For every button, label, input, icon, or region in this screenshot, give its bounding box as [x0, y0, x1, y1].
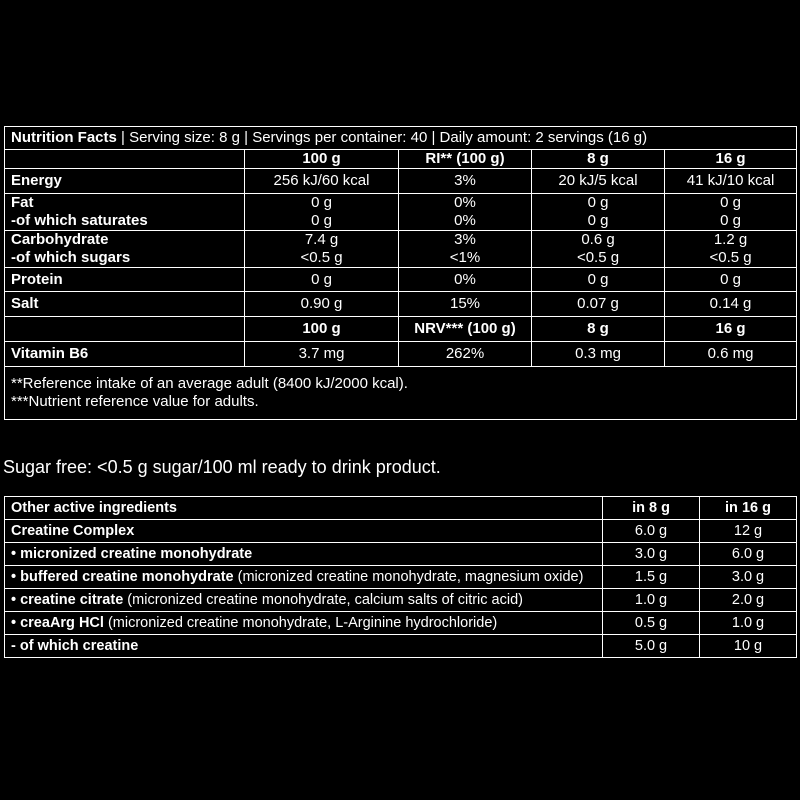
column-header: Other active ingredients — [5, 497, 603, 520]
cell-value: 0 g — [245, 268, 399, 292]
column-header: 16 g — [665, 317, 797, 342]
table-row — [5, 589, 797, 612]
cell-value-sub: <0.5 g — [576, 249, 620, 266]
cell-value: 5.0 g — [603, 635, 700, 658]
cell-value: 0.3 mg — [532, 342, 665, 367]
column-header-row — [5, 497, 797, 520]
cell-value: 1.5 g — [603, 566, 700, 589]
cell-value-sub: <0.5 g — [709, 249, 752, 266]
ingredient-name-main: • buffered creatine monohydrate — [11, 569, 234, 585]
nutrition-facts-table — [4, 126, 797, 420]
cell-value — [399, 231, 532, 268]
cell-value-sub: 0% — [454, 212, 476, 229]
cell-value: 3.0 g — [700, 566, 797, 589]
column-header-row — [5, 150, 797, 169]
ingredient-name-main: • creaArg HCl — [11, 615, 104, 631]
column-header — [5, 317, 245, 342]
cell-value-main: 0.6 g — [581, 231, 615, 248]
ingredient-name — [5, 543, 603, 566]
cell-value: 0.90 g — [245, 292, 399, 317]
cell-value-sub: 0 g — [311, 212, 332, 229]
ingredient-name — [5, 566, 603, 589]
footnote-nrv: ***Nutrient reference value for adults. — [11, 393, 259, 410]
cell-value-main: 0 g — [720, 194, 741, 211]
table-row — [5, 268, 797, 292]
table-row — [5, 231, 797, 268]
cell-value — [665, 194, 797, 231]
cell-value-sub: 0 g — [720, 212, 741, 229]
ingredient-detail: (micronized creatine monohydrate, calcium salts of citric acid) — [123, 592, 523, 608]
ingredient-name — [5, 520, 603, 543]
nutrient-label-sub: -of which sugars — [11, 249, 131, 266]
table-row — [5, 635, 797, 658]
nutrient-label-sub: -of which saturates — [11, 212, 148, 229]
cell-value: 3% — [399, 169, 532, 194]
column-header: 100 g — [245, 317, 399, 342]
cell-value: 0.6 mg — [665, 342, 797, 367]
table-row — [5, 169, 797, 194]
cell-value: 2.0 g — [700, 589, 797, 612]
cell-value: 0% — [399, 268, 532, 292]
cell-value — [665, 231, 797, 268]
cell-value: 12 g — [700, 520, 797, 543]
cell-value: 0.07 g — [532, 292, 665, 317]
nutrient-label — [5, 231, 245, 268]
cell-value — [245, 231, 399, 268]
table-row — [5, 543, 797, 566]
cell-value-main: 0 g — [311, 194, 332, 211]
footnotes — [5, 367, 797, 420]
nutrition-header-row — [5, 127, 797, 150]
nutrition-title: Nutrition Facts — [11, 129, 117, 146]
ingredient-name — [5, 589, 603, 612]
cell-value-main: 0 g — [587, 194, 609, 211]
cell-value: 10 g — [700, 635, 797, 658]
nutrient-label: Salt — [5, 292, 245, 317]
cell-value — [532, 231, 665, 268]
cell-value: 1.0 g — [700, 612, 797, 635]
cell-value-sub: 0 g — [587, 212, 609, 229]
column-header: in 8 g — [603, 497, 700, 520]
column-header — [5, 150, 245, 169]
cell-value — [245, 194, 399, 231]
cell-value: 0.14 g — [665, 292, 797, 317]
cell-value: 0.5 g — [603, 612, 700, 635]
cell-value: 6.0 g — [603, 520, 700, 543]
cell-value: 41 kJ/10 kcal — [665, 169, 797, 194]
cell-value: 20 kJ/5 kcal — [532, 169, 665, 194]
table-row — [5, 566, 797, 589]
ingredient-name-main: Creatine Complex — [11, 523, 135, 539]
footnote-row — [5, 367, 797, 420]
sugar-free-note: Sugar free: <0.5 g sugar/100 ml ready to drink product. — [3, 457, 441, 477]
cell-value: 1.0 g — [603, 589, 700, 612]
nutrient-label: Vitamin B6 — [5, 342, 245, 367]
cell-value: 0 g — [665, 268, 797, 292]
cell-value-main: 0% — [454, 194, 476, 211]
column-header: 8 g — [532, 317, 665, 342]
cell-value: 6.0 g — [700, 543, 797, 566]
ingredient-name-main: • micronized creatine monohydrate — [11, 546, 253, 562]
cell-value-sub: <0.5 g — [300, 249, 343, 266]
table-row — [5, 520, 797, 543]
nutrient-label — [5, 194, 245, 231]
nutrient-label-main: Carbohydrate — [11, 231, 109, 248]
footnote-ri: **Reference intake of an average adult (8400 kJ/2000 kcal). — [11, 375, 408, 392]
table-row — [5, 292, 797, 317]
column-header-row — [5, 317, 797, 342]
nutrient-label: Protein — [5, 268, 245, 292]
cell-value-sub: <1% — [449, 249, 481, 266]
cell-value: 262% — [399, 342, 532, 367]
nutrition-header — [5, 127, 797, 150]
ingredient-detail: (micronized creatine monohydrate, magnesium oxide) — [233, 569, 584, 585]
column-header: RI** (100 g) — [399, 150, 532, 169]
serving-info: | Serving size: 8 g | Servings per container: 40 | Daily amount: 2 servings (16 g) — [116, 129, 648, 146]
table-row — [5, 342, 797, 367]
cell-value — [532, 194, 665, 231]
cell-value — [399, 194, 532, 231]
table-row — [5, 612, 797, 635]
ingredient-detail: (micronized creatine monohydrate, L-Arginine hydrochloride) — [103, 615, 498, 631]
column-header: NRV*** (100 g) — [399, 317, 532, 342]
cell-value: 0 g — [532, 268, 665, 292]
table-row — [5, 194, 797, 231]
column-header: 8 g — [532, 150, 665, 169]
column-header: 100 g — [245, 150, 399, 169]
cell-value: 3.7 mg — [245, 342, 399, 367]
cell-value: 3.0 g — [603, 543, 700, 566]
ingredient-name-main: • creatine citrate — [11, 592, 124, 608]
cell-value-main: 1.2 g — [713, 231, 748, 248]
ingredient-name — [5, 612, 603, 635]
ingredient-name-main: - of which creatine — [11, 638, 139, 654]
cell-value: 15% — [399, 292, 532, 317]
cell-value-main: 3% — [454, 231, 476, 248]
other-ingredients-table — [4, 496, 797, 658]
cell-value-main: 7.4 g — [304, 231, 339, 248]
ingredient-name — [5, 635, 603, 658]
nutrient-label-main: Fat — [11, 194, 34, 211]
column-header: 16 g — [665, 150, 797, 169]
nutrient-label: Energy — [5, 169, 245, 194]
cell-value: 256 kJ/60 kcal — [245, 169, 399, 194]
column-header: in 16 g — [700, 497, 797, 520]
